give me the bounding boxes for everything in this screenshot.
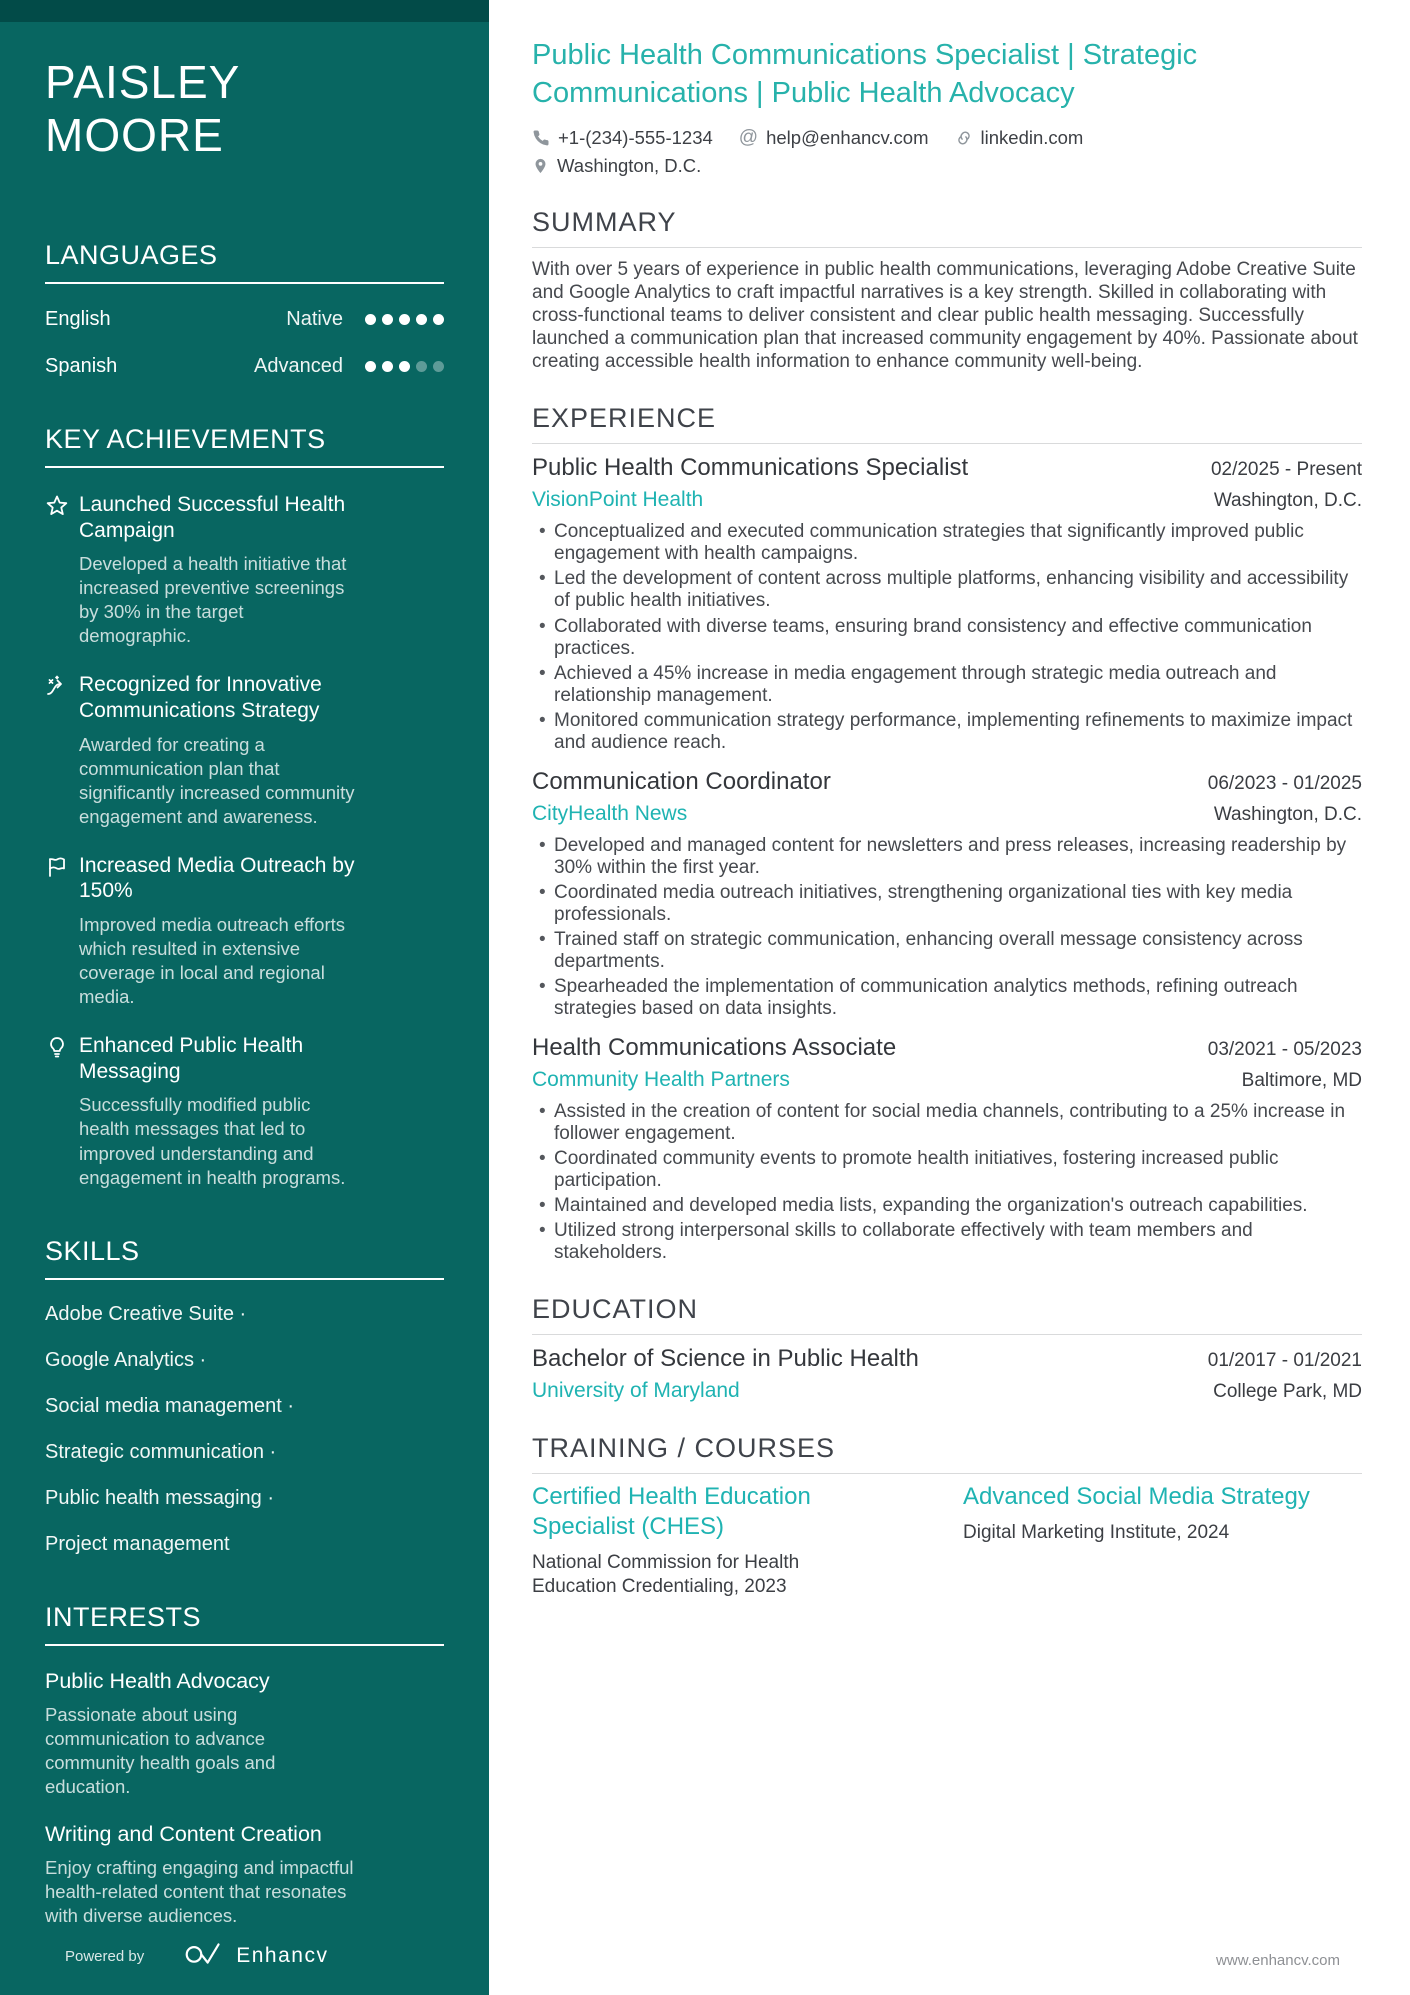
phone-contact [532,127,713,149]
language-level: Native [286,308,343,330]
star-icon [45,492,79,648]
school-name: University of Maryland [532,1379,740,1403]
education-dates: 01/2017 - 01/2021 [1207,1350,1362,1372]
job-dates: 06/2023 - 01/2025 [1207,772,1362,794]
phone-number: +1-(234)-555-1234 [558,126,713,148]
job-bullet: • Coordinated community events to promote health initiatives, fostering increased public participation. [532,1148,1362,1192]
experience-heading: EXPERIENCE [532,403,1362,444]
company-name: Community Health Partners [532,1067,790,1091]
language-name: English [45,308,111,330]
skill-item: Project management [45,1532,230,1555]
interests-heading: INTERESTS [45,1602,444,1646]
job-title: Public Health Communications Specialist [532,454,969,482]
summary-text: With over 5 years of experience in public health communications, leveraging Adobe Creative Suite and Google Analytics to craft impactful narratives is a key strength. Skilled in collaborating with cross-functional teams to deliver consistent and clear public health messaging. Successfully launched a communication plan that increased community engagement by 40%. Passionate about creating accessible health information to enhance community well-being. [532,258,1358,373]
experience-entry [532,1034,1362,1264]
email-address[interactable]: help@enhancv.com [766,126,929,148]
experience-entry [532,768,1362,1020]
link-icon [955,129,973,147]
email-contact[interactable] [739,127,929,149]
enhancv-logo-icon[interactable] [184,1941,224,1971]
language-row [45,355,444,378]
language-level-dot [365,361,376,372]
interest-text: Passionate about using communication to advance community health goals and education. [45,1703,276,1797]
location-text: Washington, D.C. [557,154,702,176]
job-bullet: • Monitored communication strategy performance, implementing refinements to maximize impact and audience reach. [532,710,1362,754]
achievement-text: Developed a health initiative that increased preventive screenings by 30% in the target demographic. [79,553,347,647]
job-title: Health Communications Associate [532,1033,897,1061]
training-section [532,1433,1362,1599]
job-bullet: • Coordinated media outreach initiatives, strengthening organizational ties with key media professionals. [532,882,1362,926]
skill-item: Google Analytics · [45,1348,207,1371]
interest-title: Writing and Content Creation [45,1822,322,1847]
experience-entry [532,454,1362,753]
linkedin-contact[interactable] [955,127,1084,149]
job-location: Washington, D.C. [1213,490,1362,512]
lightbulb-icon [45,1033,79,1189]
powered-by-label: Powered by [65,1947,145,1965]
experience-section [532,403,1362,1264]
job-title: Communication Coordinator [532,767,831,795]
key-achievements-section [45,424,444,1190]
skill-item: Strategic communication · [45,1440,277,1463]
job-bullet: • Achieved a 45% increase in media engagement through strategic media outreach and relationship management. [532,663,1362,707]
enhancv-brand-label[interactable]: Enhancv [236,1944,329,1967]
job-bullet: • Led the development of content across multiple platforms, enhancing visibility and accessibility of public health initiatives. [532,568,1362,612]
job-bullet-list [532,835,1362,1020]
language-level-dots [359,314,444,325]
language-level-dot [382,314,393,325]
name-line-1: PAISLEY [45,56,241,108]
language-level-dots [359,361,444,372]
achievement-title: Recognized for Innovative Communications Strategy [79,673,322,723]
company-name: CityHealth News [532,801,688,825]
website-url[interactable]: www.enhancv.com [1216,1952,1340,1969]
job-dates: 03/2021 - 05/2023 [1207,1038,1362,1060]
education-section [532,1294,1362,1403]
resume-main [489,0,1410,1995]
job-dates: 02/2025 - Present [1210,459,1362,481]
course-title: Advanced Social Media Strategy [963,1483,1310,1511]
resume-headline: Public Health Communications Specialist | Strategic Communications | Public Health Advocacy [532,39,1198,110]
skill-item: Social media management · [45,1394,295,1417]
company-name: VisionPoint Health [532,488,704,512]
achievement-item [45,492,444,648]
interest-title: Public Health Advocacy [45,1668,270,1693]
location-pin-icon [532,157,549,175]
language-level-dot [416,314,427,325]
achievement-text: Awarded for creating a communication plan that significantly increased community engagement and awareness. [79,733,355,827]
language-level-dot [399,314,410,325]
job-bullet: • Collaborated with diverse teams, ensuring brand consistency and effective communication practices. [532,616,1362,660]
languages-heading: LANGUAGES [45,240,444,284]
school-location: College Park, MD [1213,1381,1362,1403]
location-contact [532,155,1206,177]
job-location: Baltimore, MD [1241,1069,1362,1091]
language-level-dot [416,361,427,372]
job-bullet: • Utilized strong interpersonal skills to collaborate effectively with team members and stakeholders. [532,1220,1362,1264]
sidebar [0,0,489,1995]
language-level: Advanced [254,355,343,377]
summary-section [532,207,1362,374]
education-heading: EDUCATION [532,1294,1362,1335]
candidate-name [45,56,444,162]
job-bullet: • Assisted in the creation of content for social media channels, contributing to a 25% increase in follower engagement. [532,1101,1362,1145]
language-level-dot [365,314,376,325]
skill-item: Adobe Creative Suite · [45,1302,247,1325]
job-bullet: • Trained staff on strategic communication, enhancing overall message consistency across departments. [532,929,1362,973]
language-row [45,308,444,331]
achievement-item [45,672,444,828]
interests-section [45,1602,444,1929]
achievement-item [45,1033,444,1189]
job-bullet: • Developed and managed content for newsletters and press releases, increasing readership by 30% within the first year. [532,835,1362,879]
skills-section [45,1236,444,1556]
skill-item: Public health messaging · [45,1486,275,1509]
name-line-2: MOORE [45,109,224,161]
languages-section [45,240,444,378]
course-entry [532,1482,931,1599]
course-org: National Commission for Health Education Credentialing, 2023 [532,1552,800,1597]
job-bullet-list [532,1101,1362,1264]
language-level-dot [399,361,410,372]
skills-heading: SKILLS [45,1236,444,1280]
job-bullet: • Conceptualized and executed communication strategies that significantly improved public engagement with health campaigns. [532,521,1362,565]
job-location: Washington, D.C. [1213,803,1362,825]
language-level-dot [433,361,444,372]
achievement-text: Successfully modified public health messages that led to improved understanding and engagement in health programs. [79,1094,346,1188]
linkedin-url[interactable]: linkedin.com [980,126,1084,148]
interest-item [45,1668,444,1799]
language-name: Spanish [45,355,118,377]
key-achievements-heading: KEY ACHIEVEMENTS [45,424,444,468]
course-title: Certified Health Education Specialist (CHES) [532,1483,811,1541]
language-level-dot [433,314,444,325]
job-bullet: • Spearheaded the implementation of communication analytics methods, refining outreach strategies based on data insights. [532,976,1362,1020]
training-heading: TRAINING / COURSES [532,1433,1362,1474]
phone-icon [532,129,550,147]
strategy-arrow-icon [45,672,79,828]
sidebar-top-bar [0,0,489,22]
achievement-item [45,853,444,1009]
contact-info [532,127,1232,177]
job-bullet-list [532,521,1362,753]
flag-icon [45,853,79,1009]
at-icon: @ [738,126,759,148]
job-bullet: • Maintained and developed media lists, expanding the organization's outreach capabilities. [532,1195,1362,1217]
powered-by-footer [65,1941,328,1971]
course-entry [963,1482,1362,1599]
language-level-dot [382,361,393,372]
achievement-title: Increased Media Outreach by 150% [79,853,355,903]
summary-heading: SUMMARY [532,207,1362,248]
course-org: Digital Marketing Institute, 2024 [963,1522,1230,1544]
achievement-title: Launched Successful Health Campaign [79,493,346,542]
achievement-text: Improved media outreach efforts which resulted in extensive coverage in local and regional media. [79,914,345,1008]
interest-text: Enjoy crafting engaging and impactful health-related content that resonates with diverse audiences. [45,1857,354,1927]
degree-title: Bachelor of Science in Public Health [532,1345,919,1373]
achievement-title: Enhanced Public Health Messaging [79,1034,304,1083]
interest-item [45,1821,444,1928]
